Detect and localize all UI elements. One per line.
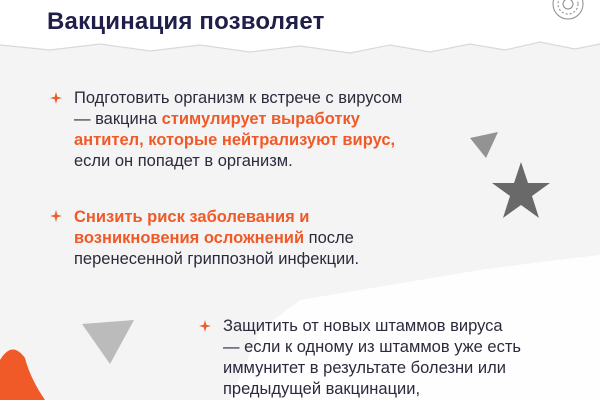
- benefit-item-2-text: после перенесенной гриппозной инфекции.: [74, 229, 360, 268]
- page-title: Вакцинация позволяет: [47, 8, 325, 35]
- benefit-item-2: [74, 207, 434, 270]
- benefit-item-1-text-a: Подготовить организм к встрече с вирусом — вакцина: [74, 89, 403, 128]
- benefit-item-1: [74, 88, 404, 172]
- triangle-icon: [80, 318, 136, 366]
- benefit-item-1-highlight: стимулирует выработку антител, которые нейтрализуют вирус,: [74, 110, 396, 149]
- benefit-item-1-text-b: если он попадет в организм.: [74, 152, 293, 170]
- plus-bullet-icon: [199, 320, 211, 332]
- plus-bullet-icon: [50, 92, 62, 104]
- benefit-item-3-text: Защитить от новых штаммов вируса — если к одному из штаммов уже есть иммунитет в результате болезни или предыдущей вакцинации,: [223, 317, 522, 398]
- plus-bullet-icon: [50, 210, 62, 222]
- star-icon: [490, 160, 552, 222]
- logo-icon: [550, 0, 586, 22]
- triangle-icon: [468, 130, 500, 160]
- benefit-item-3: [223, 316, 523, 400]
- benefit-item-2-highlight: Снизить риск заболевания и возникновения осложнений: [74, 208, 310, 247]
